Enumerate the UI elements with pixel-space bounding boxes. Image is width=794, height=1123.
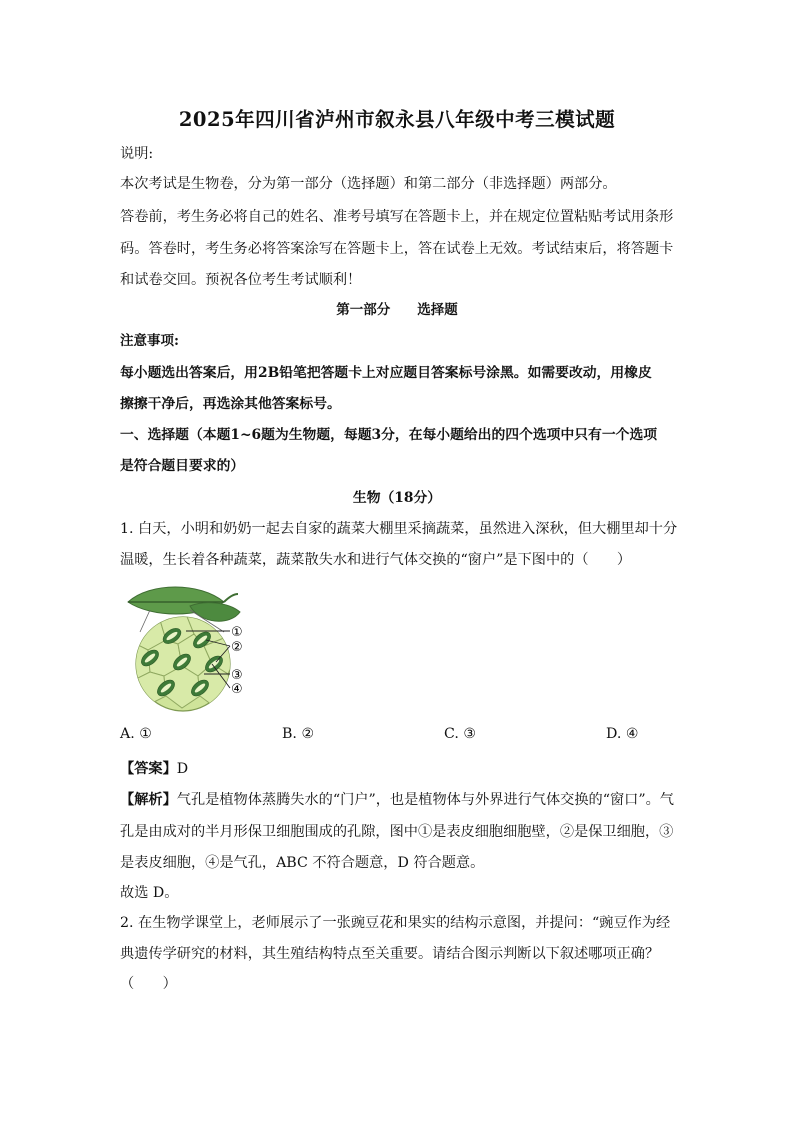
part-heading: 第一部分 选择题 [336,302,458,318]
notes-line-1: 每小题选出答案后，用2B铅笔把答题卡上对应题目答案标号涂黑。如需要改动，用橡皮 [120,365,652,381]
notes-label: 注意事项: [120,333,179,349]
figure-label-2: ② [231,640,243,655]
q1-conclusion: 故选 D。 [120,885,179,901]
notes-line-2: 擦擦干净后，再选涂其他答案标号。 [120,396,341,412]
q1-line-2: 温暖，生长着各种蔬菜，蔬菜散失水和进行气体交换的“窗户”是下图中的（ ） [120,552,632,568]
section-line-2: 是符合题目要求的） [120,458,245,474]
analysis-text-1: 气孔是植物体蒸腾失水的“门户”，也是植物体与外界进行气体交换的“窗口”。气 [176,792,674,808]
q2-line-3: （ ） [120,976,177,992]
analysis-label: 【解析】 [120,792,177,808]
q1-line-1: 1. 白天，小明和奶奶一起去自家的蔬菜大棚里采摘蔬菜，虽然进入深秋，但大棚里却十分 [120,521,678,537]
q1-option-d: D. ④ [606,726,639,742]
instructions-line-1: 本次考试是生物卷，分为第一部分（选择题）和第二部分（非选择题）两部分。 [120,176,617,192]
instructions-line-4: 和试卷交回。预祝各位考生考试顺利！ [120,272,362,288]
instructions-line-2: 答卷前，考生务必将自己的姓名、准考号填写在答题卡上，并在规定位置粘贴考试用条形 [120,209,674,225]
answer-label: 【答案】 [120,761,177,777]
q1-answer [120,755,676,785]
q1-option-a: A. ① [120,726,152,742]
page-title: 2025年四川省泸州市叙永县八年级中考三模试题 [178,108,616,131]
q1-analysis-line-2: 孔是由成对的半月形保卫细胞围成的孔隙，图中①是表皮细胞细胞壁，②是保卫细胞，③ [120,824,674,840]
q1-analysis-line-1 [120,786,676,816]
q1-analysis-line-3: 是表皮细胞，④是气孔，ABC 不符合题意，D 符合题意。 [120,855,485,871]
figure-label-1: ① [231,625,243,640]
q2-line-2: 典遗传学研究的材料，其生殖结构特点至关重要。请结合图示判断以下叙述哪项正确？ [120,946,660,962]
instructions-label: 说明: [120,146,154,162]
instructions-line-3: 码。答卷时，考生务必将答案涂写在答题卡上，答在试卷上无效。考试结束后，将答题卡 [120,241,674,257]
stomata-figure [120,584,260,712]
section-line-1: 一、选择题（本题1~6题为生物题，每题3分，在每小题给出的四个选项中只有一个选项 [120,427,658,443]
answer-value: D [176,761,189,777]
leaf-icon [128,587,240,621]
q2-line-1: 2. 在生物学课堂上，老师展示了一张豌豆花和果实的结构示意图，并提问：“豌豆作为经 [120,915,671,931]
figure-label-3: ③ [231,668,243,683]
q1-option-b: B. ② [282,726,315,742]
subject-heading: 生物（18分） [352,490,442,506]
q1-option-c: C. ③ [444,726,477,742]
figure-label-4: ④ [231,682,243,697]
